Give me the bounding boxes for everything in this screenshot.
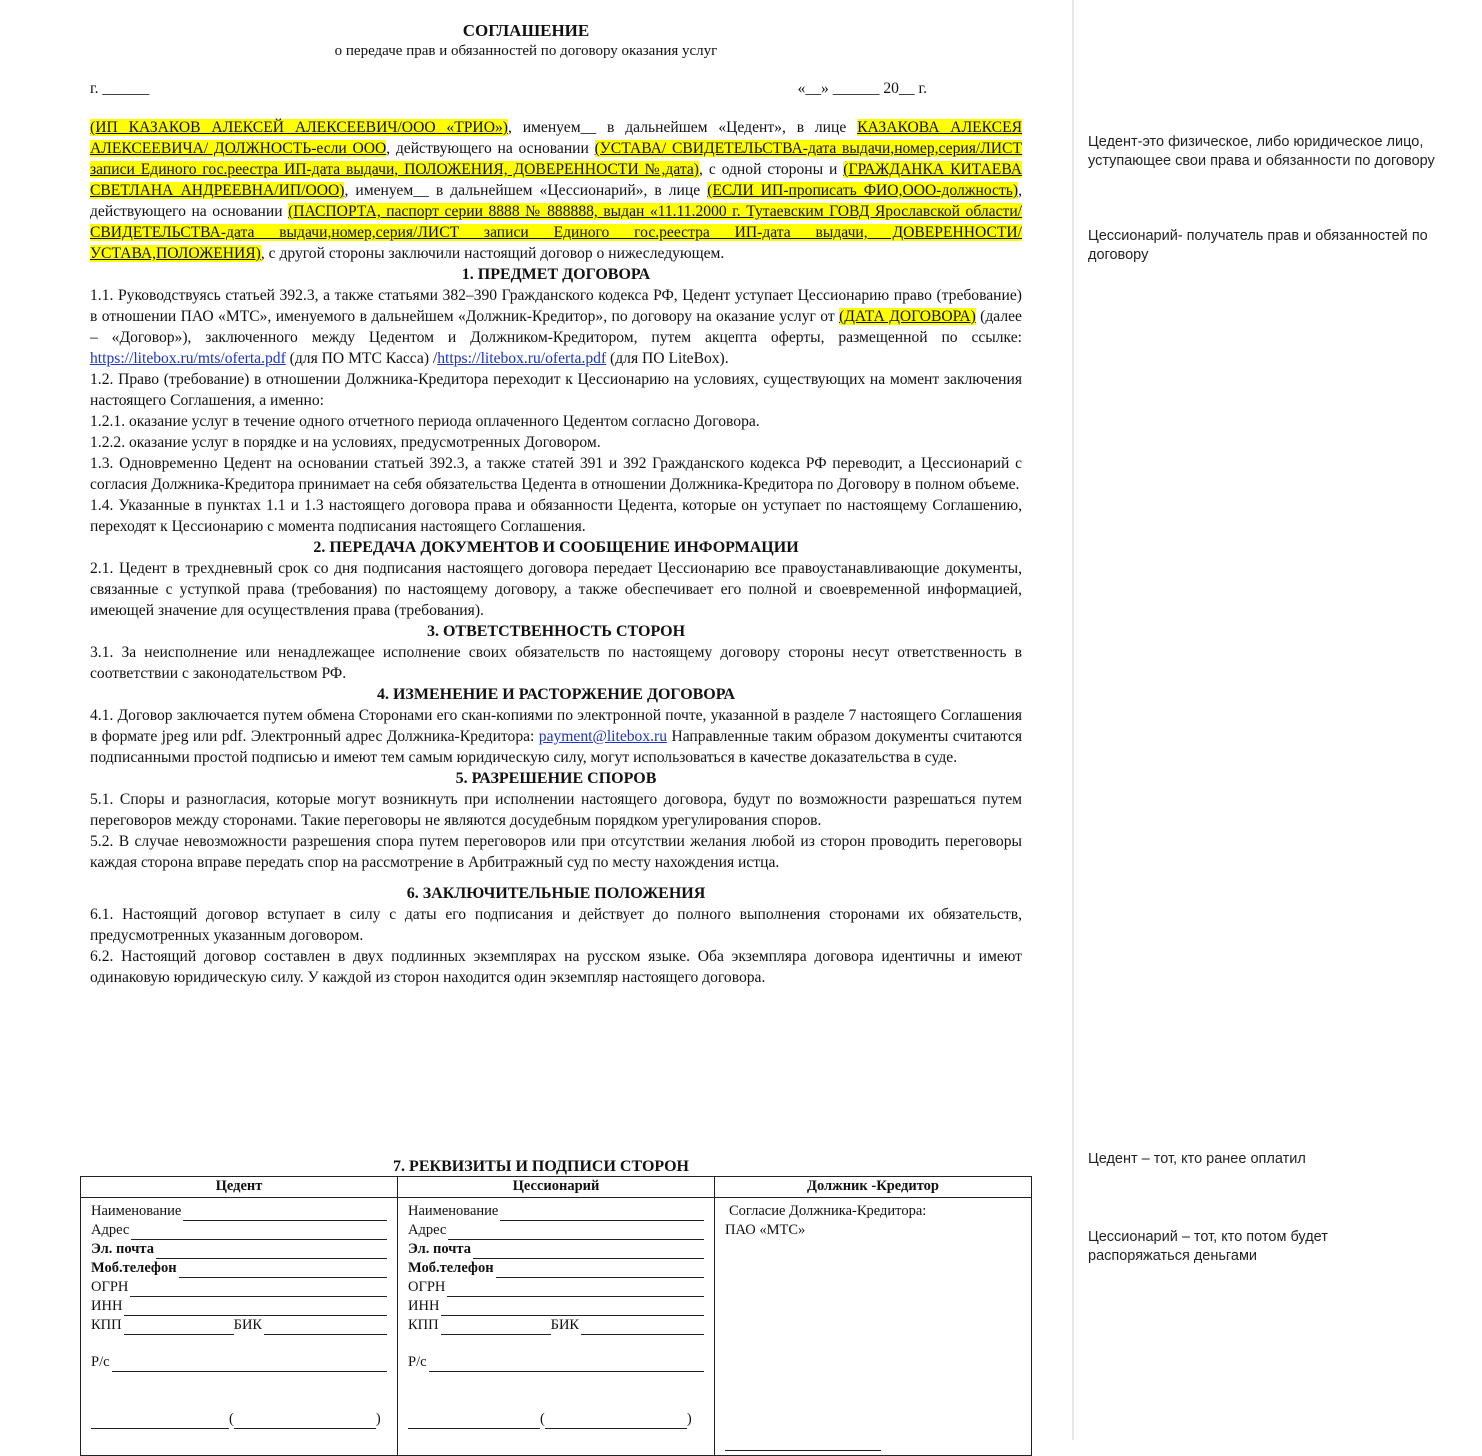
creditor-signature-line[interactable] xyxy=(725,1436,1021,1451)
preamble-highlight[interactable]: (ПАСПОРТА, паспорт серии 8888 № 888888, выдан «11.11.2000 г. Тутаевским ГОВД Ярославской области/ СВИДЕТЕЛЬСТВА-дата выдачи,номер,серия/ЛИСТ записи Единого гос.реестра ИП-дата выдачи, ДОВЕРЕННОСТИ/УСТАВА,ПОЛОЖЕНИЯ) xyxy=(90,203,1022,262)
email-field[interactable]: Эл. почта xyxy=(408,1240,704,1259)
clause-5-1: 5.1. Споры и разногласия, которые могут возникнуть при исполнении настоящего договора, будут по возможности разрешаться путем переговоров между сторонами. Такие переговоры не являются досудебным порядком урегулирования споров. xyxy=(90,791,1022,829)
preamble-highlight[interactable]: (ГРАЖДАНКА КИТАЕВА СВЕТЛАНА АНДРЕЕВНА/ИП/ООО) xyxy=(90,161,1022,199)
preamble-highlight[interactable]: (ИП КАЗАКОВ АЛЕКСЕЙ АЛЕКСЕЕВИЧ/ООО «ТРИО») xyxy=(90,119,508,136)
comments-divider xyxy=(1072,0,1074,1440)
preamble-highlight[interactable]: КАЗАКОВА АЛЕКСЕЯ АЛЕКСЕЕВИЧА/ ДОЛЖНОСТЬ-если ООО xyxy=(90,119,1023,157)
section-1-heading: 1. ПРЕДМЕТ ДОГОВОРА xyxy=(461,266,651,283)
section-7-heading: 7. РЕКВИЗИТЫ И ПОДПИСИ СТОРОН xyxy=(393,1158,689,1175)
ogrn-field[interactable]: ОГРН xyxy=(91,1278,387,1297)
preamble-highlight[interactable]: (УСТАВА/ СВИДЕТЕЛЬСТВА-дата выдачи,номер,серия/ЛИСТ записи Единого гос.реестра ИП-дата выдачи, ПОЛОЖЕНИЯ, ДОВЕРЕННОСТИ №,дата) xyxy=(90,140,1022,178)
address-field[interactable]: Адрес xyxy=(91,1221,387,1240)
account-field[interactable]: Р/с xyxy=(408,1353,704,1372)
section-2-heading: 2. ПЕРЕДАЧА ДОКУМЕНТОВ И СООБЩЕНИЕ ИНФОРМАЦИИ xyxy=(313,539,799,556)
name-field[interactable]: Наименование xyxy=(408,1202,704,1221)
signature-line[interactable]: ( ) xyxy=(408,1410,704,1429)
clause-2-1: 2.1. Цедент в трехдневный срок со дня подписания настоящего договора передает Цессионарию все правоустанавливающие документы, связанные с уступкой права (требования) по настоящему договору, а также обеспечивает его полной и своевременной информацией, имеющей значение для осуществления права (требования). xyxy=(90,560,1022,619)
comment-cessionary-money[interactable]: Цессионарий – тот, кто потом будет распоряжаться деньгами xyxy=(1088,1229,1328,1264)
preamble: (ИП КАЗАКОВ АЛЕКСЕЙ АЛЕКСЕЕВИЧ/ООО «ТРИО»), именуем__ в дальнейшем «Цедент», в лице КАЗАКОВА АЛЕКСЕЯ АЛЕКСЕЕВИЧА/ ДОЛЖНОСТЬ-если ООО, действующего на основании (УСТАВА/ СВИДЕТЕЛЬСТВА-дата выдачи,номер,серия/ЛИСТ записи Единого гос.реестра ИП-дата выдачи, ПОЛОЖЕНИЯ, ДОВЕРЕННОСТИ №,дата), с одной стороны и (ГРАЖДАНКА КИТАЕВА СВЕТЛАНА АНДРЕЕВНА/ИП/ООО), именуем__ в дальнейшем «Цессионарий», в лице (ЕСЛИ ИП-прописать ФИО,ООО-должность), действующего на основании (ПАСПОРТА, паспорт серии 8888 № 888888, выдан «11.11.2000 г. Тутаевским ГОВД Ярославской области/ СВИДЕТЕЛЬСТВА-дата выдачи,номер,серия/ЛИСТ записи Единого гос.реестра ИП-дата выдачи, ДОВЕРЕННОСТИ/УСТАВА,ПОЛОЖЕНИЯ), с другой стороны заключили настоящий договор о нижеследующем. xyxy=(90,119,1023,262)
creditor-consent-label: Согласие Должника-Кредитора: xyxy=(729,1203,927,1219)
date-field[interactable]: «__» ______ 20__ г. xyxy=(797,80,927,97)
comment-cedent-paid[interactable]: Цедент – тот, кто ранее оплатил xyxy=(1088,1151,1306,1167)
creditor-details xyxy=(715,1198,1032,1456)
clause-1-4: 1.4. Указанные в пунктах 1.1 и 1.3 настоящего договора права и обязанности Цедента, которые он уступает по настоящему Соглашению, переходят к Цессионарию с момента подписания настоящего Соглашения. xyxy=(90,497,1022,535)
cessionary-details xyxy=(398,1198,715,1456)
document-subtitle: о передаче прав и обязанностей по договору оказания услуг xyxy=(334,43,718,59)
clause-1-2-2: 1.2.2. оказание услуг в порядке и на условиях, предусмотренных Договором. xyxy=(90,434,601,451)
name-field[interactable]: Наименование xyxy=(91,1202,387,1221)
clause-6-2: 6.2. Настоящий договор составлен в двух подлинных экземплярах на русском языке. Оба экземпляра договора идентичны и имеют одинаковую юридическую силу. У каждой из сторон находится один экземпляр настоящего договора. xyxy=(90,948,1022,986)
section-3-heading: 3. ОТВЕТСТВЕННОСТЬ СТОРОН xyxy=(426,623,686,640)
clause-5-2: 5.2. В случае невозможности разрешения спора путем переговоров или при отсутствии желания любой из сторон проводить переговоры каждая сторона вправе передать спор на рассмотрение в Арбитражный суд по месту нахождения истца. xyxy=(90,833,1022,871)
column-header-cessionary: Цессионарий xyxy=(398,1177,715,1198)
comment-cessionary-definition[interactable]: Цессионарий- получатель прав и обязанностей по договору xyxy=(1088,228,1428,263)
section-4-heading: 4. ИЗМЕНЕНИЕ И РАСТОРЖЕНИЕ ДОГОВОРА xyxy=(376,686,736,703)
document-title: СОГЛАШЕНИЕ xyxy=(462,21,590,40)
section-6-heading: 6. ЗАКЛЮЧИТЕЛЬНЫЕ ПОЛОЖЕНИЯ xyxy=(406,885,706,902)
requisites-section xyxy=(80,1158,1032,1456)
clause-1-3: 1.3. Одновременно Цедент на основании статьей 392.3, а также статей 391 и 392 Гражданского кодекса РФ переводит, а Цессионарий с согласия Должника-Кредитора принимает на себя обязательства Цедента в отношении Должника-Кредитора по Договору в полном объеме. xyxy=(90,455,1022,493)
city-date-line xyxy=(90,78,1022,99)
email-link[interactable]: payment@litebox.ru xyxy=(538,728,668,745)
oferta-litebox-link[interactable]: https://litebox.ru/oferta.pdf xyxy=(437,350,607,367)
account-field[interactable]: Р/с xyxy=(91,1353,387,1372)
city-field[interactable]: г. ______ xyxy=(90,80,150,97)
column-header-cedent: Цедент xyxy=(81,1177,398,1198)
inn-field[interactable]: ИНН xyxy=(408,1297,704,1316)
email-field[interactable]: Эл. почта xyxy=(91,1240,387,1259)
document-body xyxy=(90,20,1022,988)
kpp-bik-field[interactable]: КПП БИК xyxy=(91,1316,387,1335)
clause-6-1: 6.1. Настоящий договор вступает в силу с даты его подписания и действует до полного выполнения сторонами их обязательств, предусмотренных указанным договором. xyxy=(90,906,1022,944)
clause-1-1: 1.1. Руководствуясь статьей 392.3, а также статьями 382–390 Гражданского кодекса РФ, Цедент уступает Цессионарию право (требование) в отношении ПАО «МТС», именуемого в дальнейшем «Должник-Кредитор», по договору на оказание услуг от (ДАТА ДОГОВОРА) (далее – «Договор»), заключенного между Цедентом и Должником-Кредитором, путем акцепта оферты, размещенной по ссылке: https://litebox.ru/mts/oferta.pdf (для ПО МТС Касса) /https://litebox.ru/oferta.pdf (для ПО LiteBox). xyxy=(90,287,1022,367)
preamble-highlight[interactable]: (ЕСЛИ ИП-прописать ФИО,ООО-должность) xyxy=(707,182,1019,199)
comment-cedent-definition[interactable]: Цедент-это физическое, либо юридическое лицо, уступающее свои права и обязанности по договору xyxy=(1088,134,1435,169)
signature-line[interactable]: ( ) xyxy=(91,1410,387,1429)
address-field[interactable]: Адрес xyxy=(408,1221,704,1240)
clause-3-1: 3.1. За неисполнение или ненадлежащее исполнение своих обязательств по настоящему договору стороны несут ответственность в соответствии с законодательством РФ. xyxy=(90,644,1022,682)
clause-1-2-1: 1.2.1. оказание услуг в течение одного отчетного периода оплаченного Цедентом согласно Договора. xyxy=(90,413,760,430)
clause-4-1: 4.1. Договор заключается путем обмена Сторонами его скан-копиями по электронной почте, указанной в разделе 7 настоящего Соглашения в формате jpeg или pdf. Электронный адрес Должника-Кредитора: payment@litebox.ru Направленные таким образом документы считаются подписанными простой подписью и имеют тем самым юридическую силу, могут использоваться в качестве доказательства в суде. xyxy=(90,707,1023,766)
section-5-heading: 5. РАЗРЕШЕНИЕ СПОРОВ xyxy=(455,770,657,787)
cedent-details xyxy=(81,1198,398,1456)
requisites-table xyxy=(80,1176,1032,1456)
ogrn-field[interactable]: ОГРН xyxy=(408,1278,704,1297)
clause-1-2: 1.2. Право (требование) в отношении Должника-Кредитора переходит к Цессионарию на условиях, существующих на момент заключения настоящего Соглашения, а именно: xyxy=(90,371,1022,409)
kpp-bik-field[interactable]: КПП БИК xyxy=(408,1316,704,1335)
phone-field[interactable]: Моб.телефон xyxy=(91,1259,387,1278)
creditor-name: ПАО «МТС» xyxy=(725,1222,806,1238)
oferta-mts-link[interactable]: https://litebox.ru/mts/oferta.pdf xyxy=(90,350,286,367)
inn-field[interactable]: ИНН xyxy=(91,1297,387,1316)
column-header-creditor: Должник -Кредитор xyxy=(715,1177,1032,1198)
phone-field[interactable]: Моб.телефон xyxy=(408,1259,704,1278)
contract-date-highlight[interactable]: (ДАТА ДОГОВОРА) xyxy=(839,308,976,325)
